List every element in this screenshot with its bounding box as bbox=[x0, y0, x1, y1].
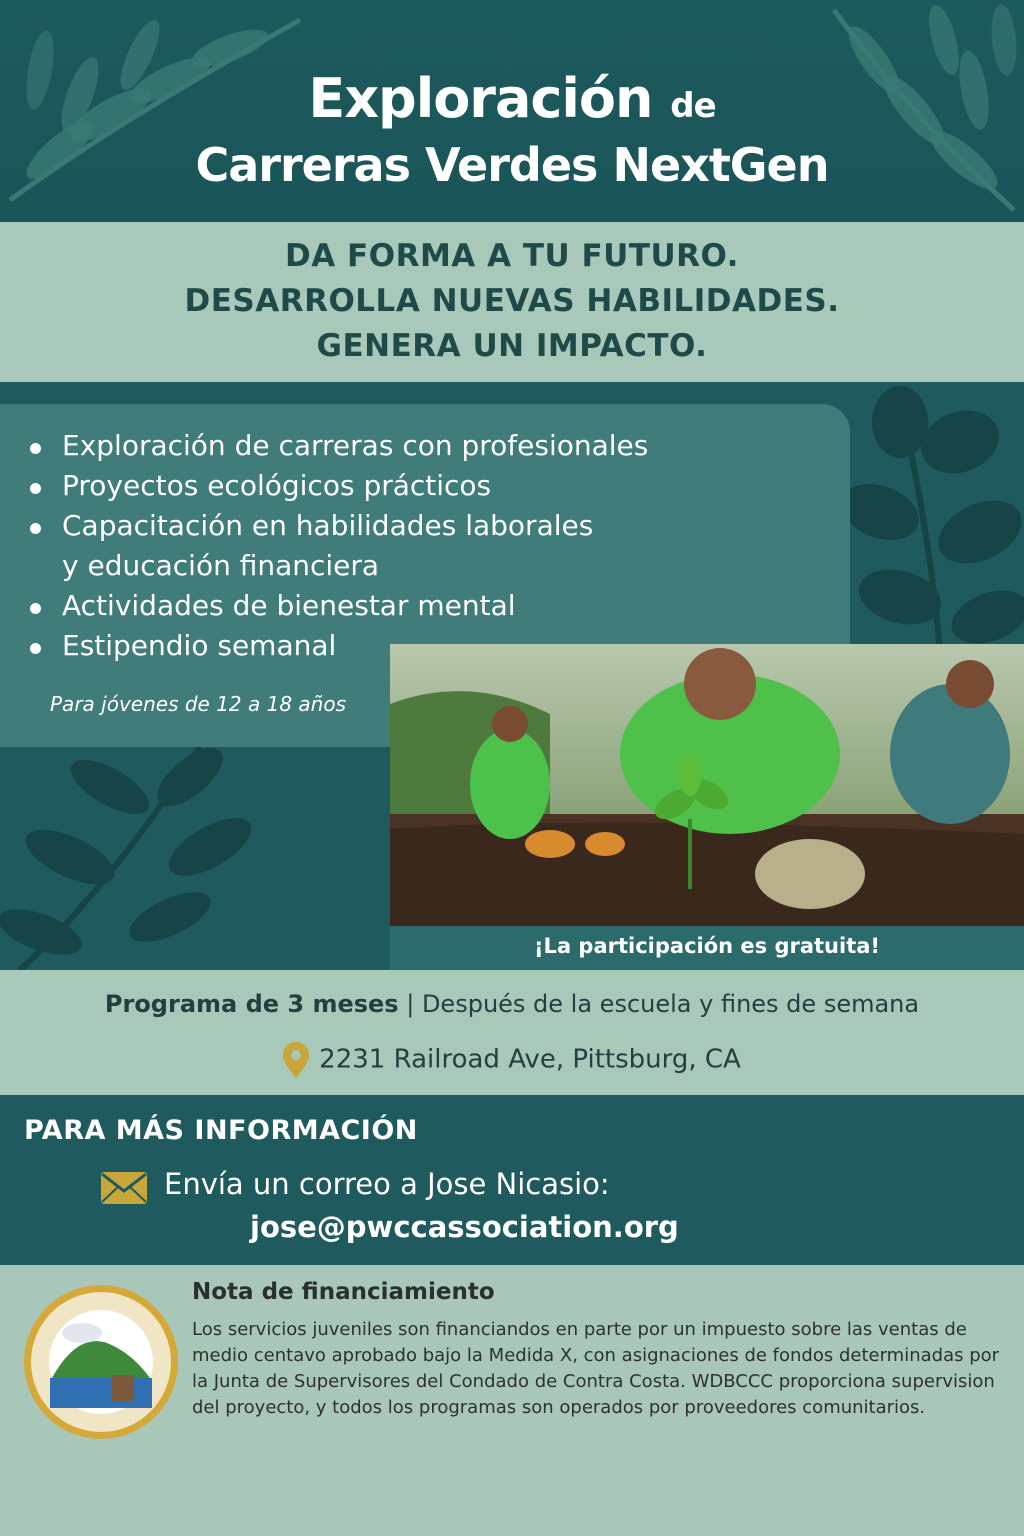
page-title bbox=[0, 68, 1024, 193]
separator: | bbox=[406, 990, 415, 1018]
contact-email-link[interactable]: jose@pwccassociation.org bbox=[250, 1210, 679, 1244]
list-item: Exploración de carreras con profesionales bbox=[30, 426, 648, 466]
address-line bbox=[0, 1042, 1024, 1078]
contact-heading: PARA MÁS INFORMACIÓN bbox=[24, 1115, 418, 1146]
program-schedule: Después de la escuela y fines de semana bbox=[421, 990, 920, 1018]
title-de: de bbox=[670, 86, 716, 126]
list-item bbox=[30, 506, 648, 586]
envelope-icon bbox=[100, 1171, 148, 1205]
contact-instruction: Envía un correo a Jose Nicasio: bbox=[164, 1167, 610, 1201]
list-item: Estipendio semanal bbox=[30, 626, 648, 666]
address-text: 2231 Railroad Ave, Pittsburg, CA bbox=[319, 1044, 741, 1075]
contact-section bbox=[0, 1095, 1024, 1265]
list-item: Proyectos ecológicos prácticos bbox=[30, 466, 648, 506]
funding-section bbox=[0, 1265, 1024, 1536]
program-section bbox=[0, 382, 1024, 970]
fern-icon bbox=[0, 747, 280, 970]
list-item: Actividades de bienestar mental bbox=[30, 586, 648, 626]
volunteers-planting-photo bbox=[390, 644, 1024, 926]
list-item-continuation: y educación financiera bbox=[62, 549, 380, 582]
tagline-line3: GENERA UN IMPACTO. bbox=[316, 328, 708, 364]
tagline bbox=[0, 222, 1024, 382]
tagline-line2: DESARROLLA NUEVAS HABILIDADES. bbox=[184, 283, 840, 319]
plant-leaves-icon bbox=[840, 382, 1024, 652]
title-line1: Exploración bbox=[308, 67, 653, 130]
details-band bbox=[0, 970, 1024, 1095]
county-seal-icon bbox=[22, 1283, 180, 1441]
funding-text: Los servicios juveniles son financiandos en parte por un impuesto sobre las ventas de medio centavo aprobado bajo la Medida X, con asignaciones de fondos determinadas por la Junta de Supervisores del Condado de Contra Costa. WDBCCC proporciona supervision del proyecto, y todos los programas son operados por proveedores comunitarios. bbox=[192, 1319, 1000, 1418]
caption-bar bbox=[390, 926, 1024, 970]
tagline-line1: DA FORMA A TU FUTURO. bbox=[285, 238, 739, 274]
schedule-line bbox=[0, 990, 1024, 1018]
photo-illustration bbox=[390, 644, 1024, 926]
free-participation-caption: ¡La participación es gratuita! bbox=[533, 934, 880, 958]
program-duration: Programa de 3 meses bbox=[104, 990, 399, 1018]
list-item-text: Capacitación en habilidades laborales bbox=[62, 509, 594, 542]
benefits-list bbox=[30, 426, 648, 666]
header bbox=[0, 0, 1024, 222]
location-pin-icon bbox=[283, 1042, 309, 1078]
age-note: Para jóvenes de 12 a 18 años bbox=[50, 692, 347, 716]
funding-heading: Nota de financiamiento bbox=[192, 1279, 495, 1305]
title-line2: Carreras Verdes NextGen bbox=[195, 138, 829, 192]
